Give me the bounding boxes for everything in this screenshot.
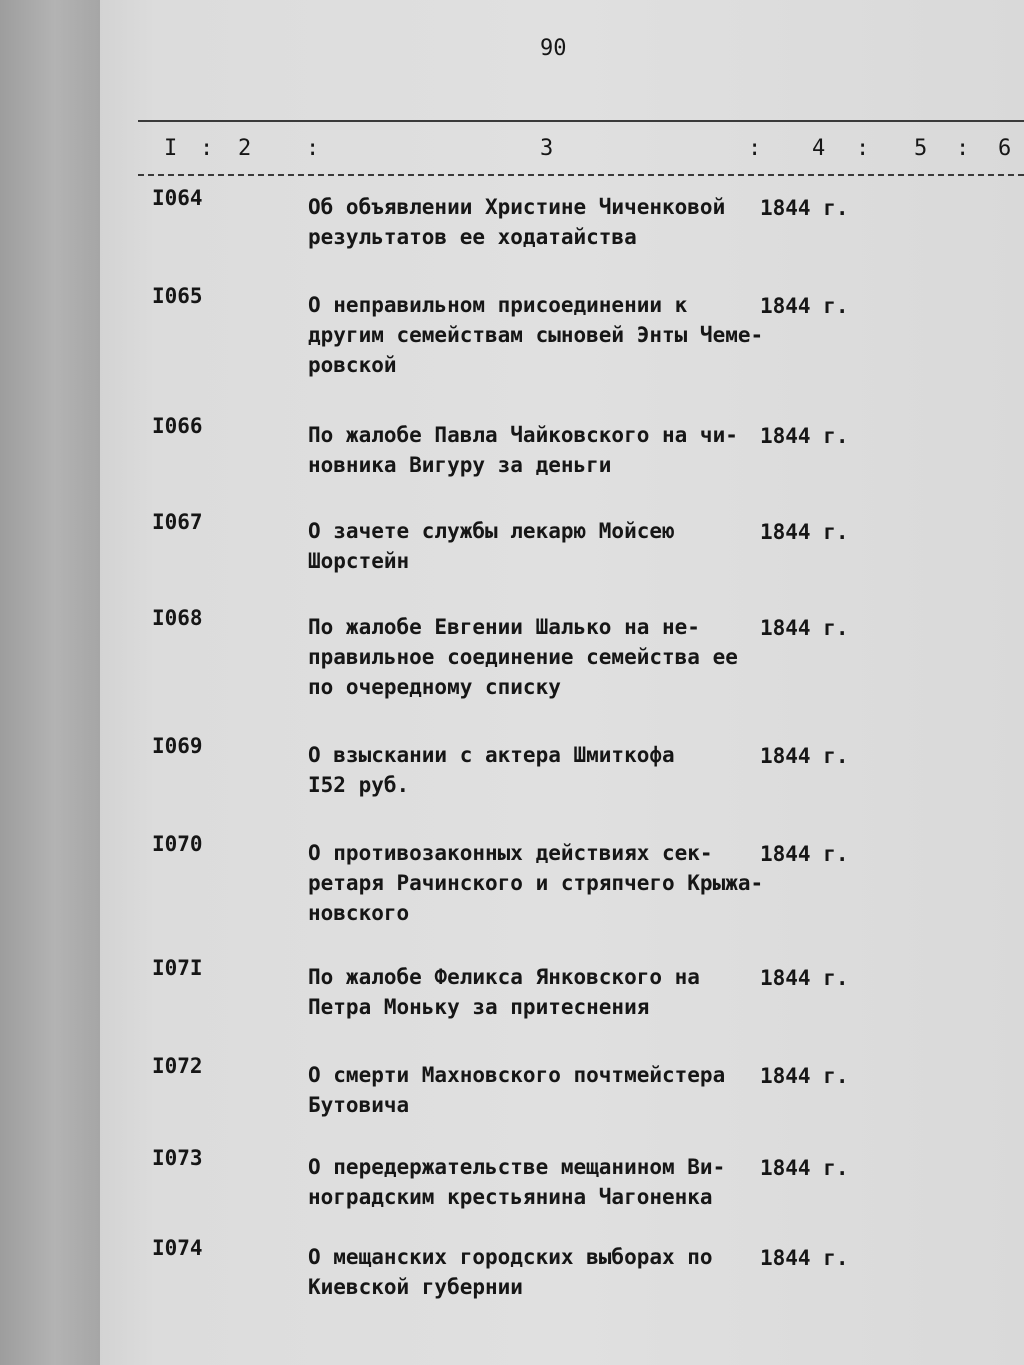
column-separator: : — [856, 136, 870, 161]
column-separator: : — [200, 136, 214, 161]
entry-year: 1844 г. — [760, 424, 849, 448]
entry-year: 1844 г. — [760, 1156, 849, 1180]
column-header-5: 5 — [914, 136, 928, 161]
entry-number: I070 — [152, 832, 203, 856]
entry-description: О взыскании с актера Шмиткофа I52 руб. — [308, 743, 675, 797]
entry-year: 1844 г. — [760, 744, 849, 768]
entry-description: Об объявлении Христине Чиченковой результатов ее ходатайства — [308, 195, 726, 249]
entry-description: По жалобе Феликса Янковского на Петра Моньку за притеснения — [308, 965, 700, 1019]
entry-year: 1844 г. — [760, 842, 849, 866]
entry-year: 1844 г. — [760, 966, 849, 990]
entry-description: По жалобе Евгении Шалько на не- правильное соединение семейства ее по очередному списку — [308, 615, 738, 699]
entry-number: I072 — [152, 1054, 203, 1078]
column-separator: : — [306, 136, 320, 161]
entry-year: 1844 г. — [760, 1064, 849, 1088]
entry-year: 1844 г. — [760, 196, 849, 220]
entry-number: I066 — [152, 414, 203, 438]
document-page — [100, 0, 1024, 1365]
column-separator: : — [748, 136, 762, 161]
entry-description: О противозаконных действиях сек- ретаря Рачинского и стряпчего Крыжа- новского — [308, 841, 764, 925]
entry-description: О передержательстве мещанином Ви- ноградским крестьянина Чагоненка — [308, 1155, 726, 1209]
page-number: 90 — [540, 36, 567, 61]
entry-year: 1844 г. — [760, 616, 849, 640]
header-top-rule — [138, 120, 1024, 122]
column-header-6: 6 — [998, 136, 1012, 161]
column-header-1: I — [164, 136, 178, 161]
entry-number: I068 — [152, 606, 203, 630]
entry-description: О мещанских городских выборах по Киевской губернии — [308, 1245, 713, 1299]
column-header-2: 2 — [238, 136, 252, 161]
entry-year: 1844 г. — [760, 294, 849, 318]
column-header-4: 4 — [812, 136, 826, 161]
entry-description: О зачете службы лекарю Мойсею Шорстейн — [308, 519, 675, 573]
header-bottom-rule — [138, 174, 1024, 176]
entry-number: I073 — [152, 1146, 203, 1170]
entry-year: 1844 г. — [760, 1246, 849, 1270]
column-separator: : — [956, 136, 970, 161]
entry-number: I069 — [152, 734, 203, 758]
entry-number: I065 — [152, 284, 203, 308]
entry-number: I074 — [152, 1236, 203, 1260]
entry-number: I067 — [152, 510, 203, 534]
facing-page-edge — [0, 0, 100, 1365]
entry-year: 1844 г. — [760, 520, 849, 544]
entry-number: I064 — [152, 186, 203, 210]
entry-description: О неправильном присоединении к другим семействам сыновей Энты Чеме- ровской — [308, 293, 764, 377]
entry-number: I07I — [152, 956, 203, 980]
entry-description: О смерти Махновского почтмейстера Бутовича — [308, 1063, 726, 1117]
entry-description: По жалобе Павла Чайковского на чи- новника Вигуру за деньги — [308, 423, 738, 477]
column-header-3: 3 — [540, 136, 554, 161]
